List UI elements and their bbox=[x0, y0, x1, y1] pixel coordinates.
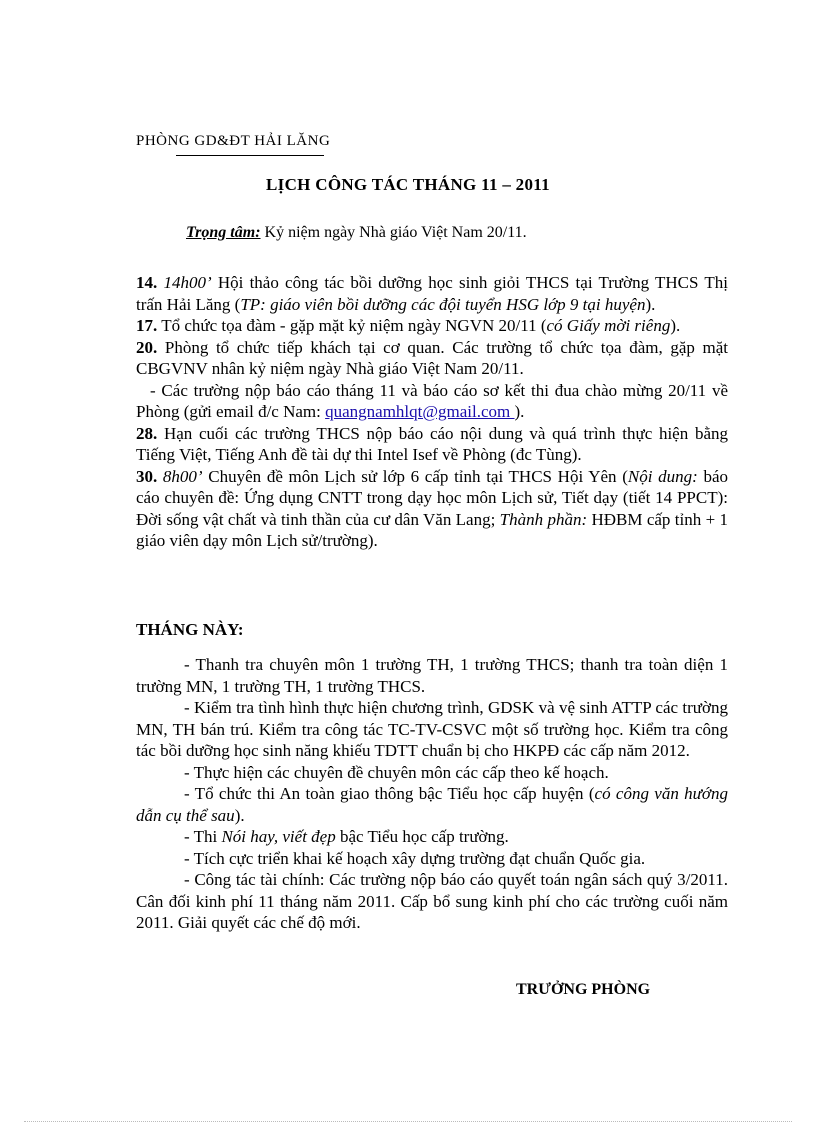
month-item: - Thực hiện các chuyên đề chuyên môn các cấp theo kế hoạch. bbox=[184, 762, 609, 782]
entry-text: HĐBM cấp tỉnh + 1 giáo viên dạy môn Lịch sử/trường). bbox=[136, 509, 729, 550]
month-item-italic: Nói hay, viết đẹp bbox=[221, 827, 336, 846]
entry-end: ). bbox=[645, 294, 656, 314]
entry-text: Tổ chức tọa đàm - gặp mặt kỷ niệm ngày NGVN 20/11 ( bbox=[157, 316, 547, 335]
entry-text: Hạn cuối các trường THCS nộp báo cáo nội dung và quá trình thực hiện bằng Tiếng Việt, Tiếng Anh đề tài dự thi Intel Isef về Phòng (đc Tùng). bbox=[136, 423, 728, 464]
organization-underline bbox=[176, 155, 324, 156]
entry-italic-note: có Giấy mời riêng bbox=[546, 316, 671, 335]
entry-italic-label: Nội dung: bbox=[627, 466, 698, 486]
month-item: - Công tác tài chính: Các trường nộp báo cáo quyết toán ngân sách quý 3/2011. Cân đối kinh phí 11 tháng năm 2011. Cấp bổ sung kinh phí cho các trường cuối năm 2011. Giải quyết các chế độ mới. bbox=[136, 870, 728, 932]
signature-title: TRƯỞNG PHÒNG bbox=[516, 981, 651, 998]
entry-30 bbox=[136, 466, 728, 552]
entry-text: Phòng tổ chức tiếp khách tại cơ quan. Các trường tổ chức tọa đàm, gặp mặt CBGVNV nhân kỷ niệm ngày Nhà giáo Việt Nam 20/11. bbox=[136, 337, 728, 378]
month-tasks bbox=[136, 654, 728, 934]
month-item-end: ). bbox=[234, 805, 245, 825]
entry-italic-label: Thành phần: bbox=[499, 509, 588, 529]
entry-day: 17. bbox=[136, 316, 158, 335]
entry-17 bbox=[136, 315, 728, 337]
entry-time: 8h00’ bbox=[157, 466, 203, 486]
email-link[interactable]: quangnamhlqt@gmail.com bbox=[325, 402, 515, 421]
entry-text: Chuyên đề môn Lịch sử lớp 6 cấp tỉnh tại THCS Hội Yên ( bbox=[202, 466, 628, 486]
schedule-entries bbox=[136, 272, 728, 552]
entry-day: 28. bbox=[136, 423, 158, 443]
month-item bbox=[136, 826, 728, 848]
entry-14 bbox=[136, 272, 728, 315]
month-item: - Thanh tra chuyên môn 1 trường TH, 1 trường THCS; thanh tra toàn diện 1 trường MN, 1 trường TH, 1 trường THCS. bbox=[136, 655, 728, 696]
entry-text: Hội thảo công tác bồi dưỡng học sinh giỏi THCS tại Trường THCS Thị trấn Hải Lăng ( bbox=[136, 273, 728, 314]
entry-day: 14. bbox=[136, 273, 158, 292]
entry-time: 14h00’ bbox=[157, 273, 212, 292]
entry-end: ). bbox=[514, 402, 525, 421]
month-item-end: bậc Tiểu học cấp trường. bbox=[335, 827, 509, 846]
entry-day: 20. bbox=[136, 337, 158, 357]
entry-text: báo cáo chuyên đề: Ứng dụng CNTT trong dạy học môn Lịch sử, Tiết dạy (tiết 14 PPCT): Đời sống vật chất và tinh thần của cư dân Văn Lang; bbox=[136, 466, 728, 529]
entry-italic-note: TP: giáo viên bồi dưỡng các đội tuyển HSG lớp 9 tại huyện bbox=[240, 294, 646, 314]
entry-28 bbox=[136, 423, 728, 466]
month-item: - Tích cực triển khai kế hoạch xây dựng trường đạt chuẩn Quốc gia. bbox=[184, 848, 646, 868]
focus-text: Kỷ niệm ngày Nhà giáo Việt Nam 20/11. bbox=[260, 224, 527, 241]
organization-name: PHÒNG GD&ĐT HẢI LĂNG bbox=[136, 133, 331, 149]
entry-end: ). bbox=[670, 316, 681, 335]
month-item-text: - Thi bbox=[184, 827, 222, 846]
month-heading: THÁNG NÀY: bbox=[136, 620, 244, 639]
entry-20 bbox=[136, 337, 728, 380]
month-item-text: - Tổ chức thi An toàn giao thông bậc Tiểu học cấp huyện ( bbox=[184, 784, 595, 803]
month-item-italic: có công văn hướng dẫn cụ thể sau bbox=[136, 784, 728, 825]
entry-20-sub bbox=[136, 380, 728, 423]
focus-line bbox=[186, 224, 527, 242]
month-item bbox=[136, 783, 728, 826]
entry-day: 30. bbox=[136, 466, 158, 486]
month-item: - Kiểm tra tình hình thực hiện chương trình, GDSK và vệ sinh ATTP các trường MN, TH bán trú. Kiểm tra công tác TC-TV-CSVC một số trường học. Kiểm tra công tác bồi dưỡng học sinh năng khiếu TDTT chuẩn bị cho HKPĐ các cấp năm 2012. bbox=[136, 698, 728, 760]
document-title: LỊCH CÔNG TÁC THÁNG 11 – 2011 bbox=[266, 175, 550, 194]
entry-text: - Các trường nộp báo cáo tháng 11 và báo cáo sơ kết thi đua chào mừng 20/11 về Phòng (gửi email đ/c Nam: bbox=[136, 380, 728, 421]
focus-label: Trọng tâm: bbox=[186, 224, 261, 241]
page-bottom-rule bbox=[24, 1121, 792, 1122]
